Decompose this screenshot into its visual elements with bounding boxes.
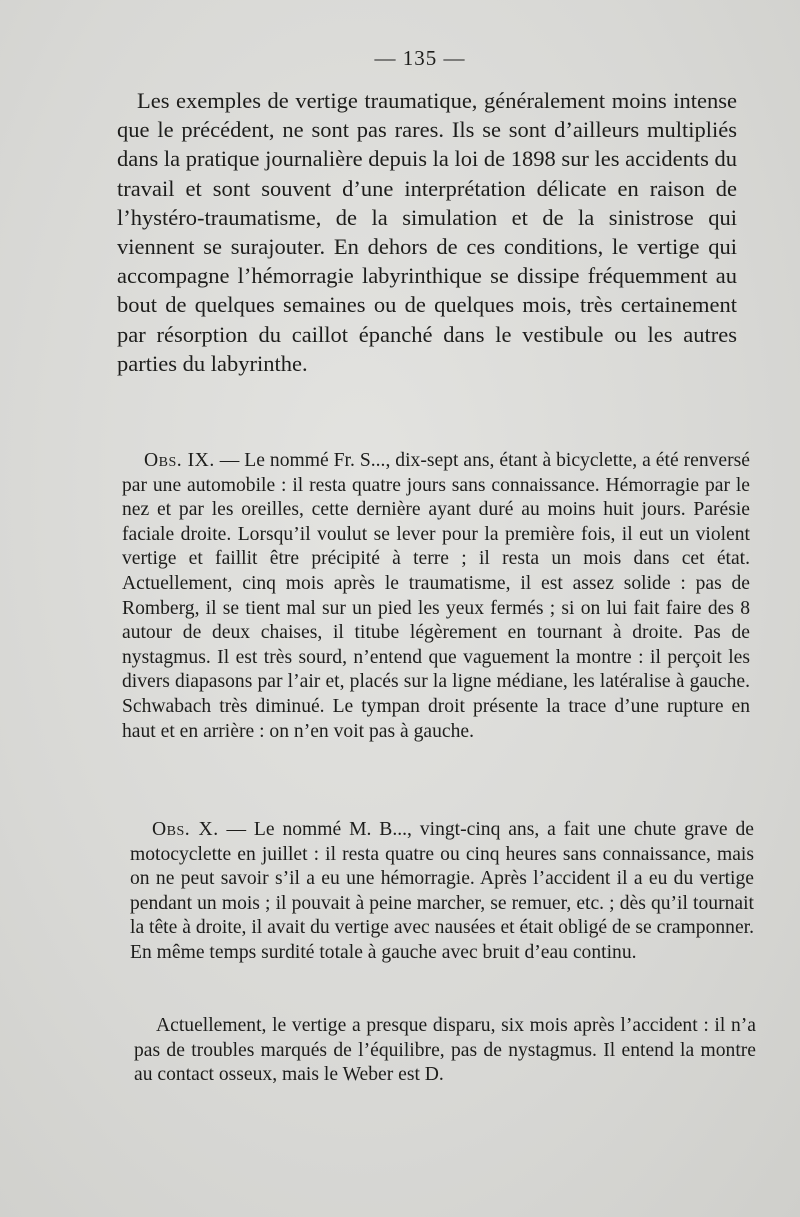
observation-x-label: Obs. X.	[152, 819, 219, 840]
observation-x	[130, 818, 754, 966]
observation-x-text: — Le nommé M. B..., vingt-cinq ans, a fait une chute grave de motocyclette en juillet : il resta quatre ou cinq heures sans connaissance, mais on ne peut savoir s’il a eu une hémorragie. Après l’accident il a eu du vertige pendant un mois ; il pouvait à peine marcher, se remuer, etc. ; dès qu’il tournait la tête à droite, il avait du vertige avec nausées et était obligé de se cramponner. En même temps surdité totale à gauche avec bruit d’eau continu.	[130, 819, 755, 963]
observation-ix	[122, 449, 750, 744]
page-number: — 135 —	[374, 46, 466, 70]
observation-ix-label: Obs. IX.	[144, 450, 215, 471]
intro-paragraph: Les exemples de vertige traumatique, généralement moins intense que le précédent, ne sont pas rares. Ils se sont d’ailleurs multipliés dans la pratique journalière depuis la loi de 1898 sur les accidents du travail et sont souvent d’une interprétation délicate en raison de l’hystéro-traumatisme, de la simulation et de la sinistrose qui viennent se surajouter. En dehors de ces conditions, le vertige qui accompagne l’hémorragie labyrinthique se dissipe fréquemment au bout de quelques semaines ou de quelques mois, très certainement par résorption du caillot épanché dans le vestibule ou les autres parties du labyrinthe.	[117, 88, 737, 376]
observation-ix-text: — Le nommé Fr. S..., dix-sept ans, étant à bicyclette, a été renversé par une automobile : il resta quatre jours sans connaissance. Hémorragie par le nez et par les oreilles, cette dernière ayant duré au moins huit jours. Parésie faciale droite. Lorsqu’il voulut se lever pour la première fois, il eut un violent vertige et faillit être précipité à terre ; il resta un mois dans cet état. Actuellement, cinq mois après le traumatisme, il est assez solide : pas de Romberg, il se tient mal sur un pied les yeux fermés ; si on lui fait faire des 8 autour de deux chaises, il titube légèrement en tournant à droite. Pas de nystagmus. Il est très sourd, n’entend que vaguement la montre : il perçoit les divers diapasons par l’air et, placés sur la ligne médiane, les latéralise à gauche. Schwabach très diminué. Le tympan droit présente la trace d’une rupture en haut et en arrière : on n’en voit pas à gauche.	[122, 450, 750, 742]
observation-x-continuation: Actuellement, le vertige a presque disparu, six mois après l’accident : il n’a pas de troubles marqués de l’équilibre, pas de nystagmus. Il entend la montre au contact osseux, mais le Weber est D.	[134, 1015, 756, 1086]
